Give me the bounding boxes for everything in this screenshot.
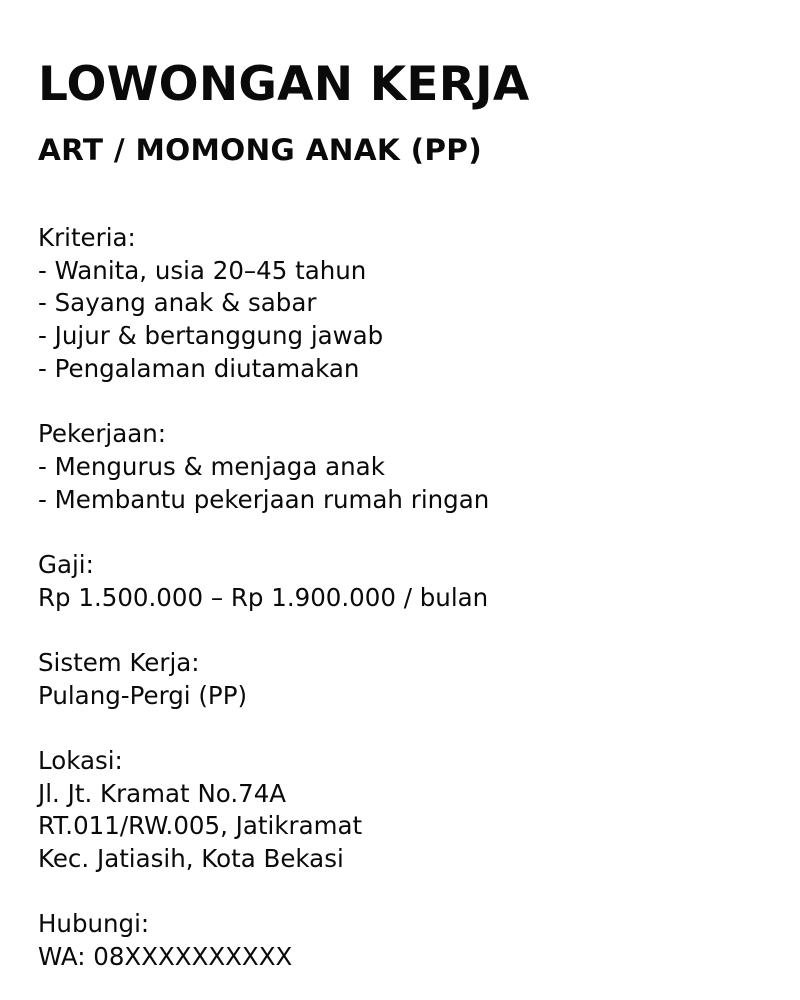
address-line: Kec. Jatiasih, Kota Bekasi [38, 844, 344, 874]
page-subtitle: ART / MOMONG ANAK (PP) [38, 133, 482, 167]
list-item: - Sayang anak & sabar [38, 288, 317, 318]
list-item: - Mengurus & menjaga anak [38, 451, 385, 481]
posting-body [38, 222, 489, 974]
work-system-value: Pulang-Pergi (PP) [38, 680, 248, 710]
section-heading: Hubungi: [38, 909, 150, 939]
list-item: - Jujur & bertanggung jawab [38, 321, 384, 351]
list-item: - Membantu pekerjaan rumah ringan [38, 484, 490, 514]
section-pekerjaan [38, 418, 489, 516]
section-heading: Kriteria: [38, 223, 136, 252]
section-heading: Pekerjaan: [38, 419, 167, 449]
section-heading: Gaji: [38, 549, 94, 579]
list-item: - Wanita, usia 20–45 tahun [38, 255, 367, 285]
page-title: LOWONGAN KERJA [38, 57, 530, 112]
section-hubungi [38, 908, 489, 973]
section-heading: Sistem Kerja: [38, 647, 200, 677]
section-gaji [38, 549, 489, 614]
section-lokasi [38, 745, 489, 876]
address-line: Jl. Jt. Kramat No.74A [38, 778, 287, 808]
section-kriteria [38, 222, 489, 385]
contact-value: WA: 08XXXXXXXXXX [38, 942, 293, 972]
list-item: - Pengalaman diutamakan [38, 353, 360, 383]
section-heading: Lokasi: [38, 746, 123, 775]
section-sistem-kerja [38, 647, 489, 712]
salary-value: Rp 1.500.000 – Rp 1.900.000 / bulan [38, 582, 489, 612]
address-line: RT.011/RW.005, Jatikramat [38, 811, 363, 841]
